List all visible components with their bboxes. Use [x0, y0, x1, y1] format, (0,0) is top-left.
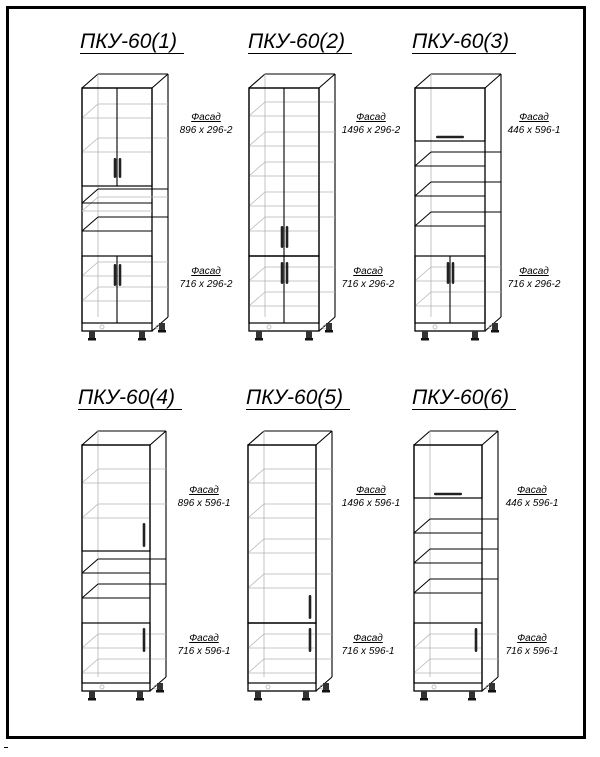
cabinet-1-lower-label [171, 265, 241, 291]
door-handle [119, 264, 122, 286]
facade-size: 1496 x 596-1 [341, 498, 401, 509]
shelf-left [414, 659, 430, 673]
door-handle [475, 628, 478, 652]
facade-size: 716 x 296-2 [179, 279, 233, 290]
door-handle [309, 595, 312, 619]
facade-size: 716 x 296-2 [507, 279, 561, 290]
shelf-left [249, 192, 265, 206]
cabinet-4-upper-label [169, 484, 239, 510]
cabinet-foot-pad [471, 338, 479, 341]
upper-facade [415, 88, 485, 141]
carcass-edge-top-left [248, 431, 264, 445]
shelf-left [82, 262, 98, 276]
cabinet-1-upper-label [171, 111, 241, 137]
shelf-left [248, 504, 264, 518]
cabinet-foot [492, 323, 498, 330]
shelf-left [249, 292, 265, 306]
cabinet-foot-pad [305, 338, 313, 341]
facade-word: Фасад [191, 266, 221, 277]
leg-marker [100, 325, 104, 329]
cabinet-foot [89, 691, 95, 698]
cabinet-foot [472, 331, 478, 338]
facade-word: Фасад [517, 485, 547, 496]
cabinet-foot [157, 683, 163, 690]
shelf-left [248, 574, 264, 588]
leg-marker [433, 325, 437, 329]
cabinet-3-upper-label [499, 111, 569, 137]
carcass-front [414, 445, 482, 691]
cabinet-4-lower-label [169, 632, 239, 658]
cabinet-foot-pad [136, 698, 144, 701]
cabinet-2-title-underline [248, 53, 352, 54]
cabinet-6-upper-label [497, 484, 567, 510]
shelf-left [82, 504, 98, 518]
shelf-left [415, 267, 431, 281]
cabinet-foot-pad [491, 330, 499, 333]
facade-word: Фасад [353, 266, 383, 277]
cabinet-foot [255, 691, 261, 698]
cabinet-6-lower-label [497, 632, 567, 658]
cabinet-foot-pad [158, 330, 166, 333]
cabinet-foot [139, 331, 145, 338]
upper-facade [414, 445, 482, 498]
shelf-left [248, 539, 264, 553]
door-handle [434, 493, 462, 496]
cabinet-foot [256, 331, 262, 338]
shelf-left [248, 659, 264, 673]
cabinet-foot [159, 323, 165, 330]
shelf-left [415, 292, 431, 306]
shelf-left [82, 104, 98, 118]
cabinet-5-upper-label [333, 484, 409, 510]
cabinet-foot [326, 323, 332, 330]
carcass-edge-top-right [152, 74, 168, 88]
door-handle [119, 158, 122, 178]
shelf-left [248, 634, 264, 648]
cabinet-foot-pad [421, 338, 429, 341]
shelf-left [82, 659, 98, 673]
facade-size: 446 x 596-1 [505, 498, 559, 509]
cabinet-foot-pad [302, 698, 310, 701]
cabinet-5-drawing [240, 423, 340, 718]
shelf-left [249, 132, 265, 146]
door-handle [286, 262, 289, 284]
cabinet-5-title-underline [246, 409, 350, 410]
cabinet-2-title: ПКУ-60(2) [248, 30, 346, 53]
shelf-left [249, 102, 265, 116]
cabinet-3-drawing [408, 66, 508, 356]
cabinet-6-title-underline [412, 409, 516, 410]
carcass-edge-top-right [319, 74, 335, 88]
cabinet-foot [489, 683, 495, 690]
cabinet-4-drawing [74, 423, 174, 718]
door-handle [114, 158, 117, 178]
open-shelf-left [82, 189, 98, 203]
carcass-edge-top-left [249, 74, 265, 88]
facade-size: 716 x 296-2 [341, 279, 395, 290]
facade-size: 896 x 596-1 [177, 498, 231, 509]
open-shelf-left [414, 579, 430, 593]
cabinet-foot-pad [322, 690, 330, 693]
cabinet-foot-pad [254, 698, 262, 701]
cabinet-foot-pad [156, 690, 164, 693]
leg-marker [267, 325, 271, 329]
cabinet-2-upper-label [333, 111, 409, 137]
cabinet-foot [469, 691, 475, 698]
carcass-edge-top-left [82, 431, 98, 445]
facade-size: 446 x 596-1 [507, 125, 561, 136]
cabinet-5-lower-label [333, 632, 403, 658]
shelf-left [249, 217, 265, 231]
open-shelf-left [414, 519, 430, 533]
carcass-front [82, 445, 150, 691]
leg-marker [100, 685, 104, 689]
cabinet-foot [422, 331, 428, 338]
door-handle [436, 136, 464, 139]
facade-size: 896 x 296-2 [179, 125, 233, 136]
cabinet-6-title: ПКУ-60(6) [412, 386, 510, 409]
open-shelf-left [415, 212, 431, 226]
lower-facade [414, 623, 482, 683]
open-shelf-left [415, 182, 431, 196]
cabinet-foot-pad [88, 698, 96, 701]
cabinet-foot-pad [138, 338, 146, 341]
cabinet-5-title: ПКУ-60(5) [246, 386, 344, 409]
carcass-front [248, 445, 316, 691]
cabinet-foot [323, 683, 329, 690]
upper-facade [82, 445, 150, 551]
door-handle [114, 264, 117, 286]
door-handle [143, 523, 146, 547]
cabinet-foot-pad [325, 330, 333, 333]
door-handle [447, 262, 450, 284]
cabinet-1-drawing [75, 66, 175, 356]
cabinet-foot-pad [88, 338, 96, 341]
door-handle [281, 226, 284, 248]
facade-word: Фасад [356, 485, 386, 496]
leg-marker [432, 685, 436, 689]
door-handle [143, 628, 146, 652]
facade-size: 1496 x 296-2 [341, 125, 401, 136]
cabinet-3-title: ПКУ-60(3) [412, 30, 510, 53]
carcass-edge-top-left [414, 431, 430, 445]
facade-word: Фасад [356, 112, 386, 123]
cabinet-foot-pad [468, 698, 476, 701]
cabinet-2-drawing [242, 66, 342, 356]
open-shelf-left [82, 584, 98, 598]
carcass-edge-top-left [82, 74, 98, 88]
cabinet-4-title: ПКУ-60(4) [78, 386, 176, 409]
cabinet-foot [421, 691, 427, 698]
cabinet-1-title: ПКУ-60(1) [80, 30, 178, 53]
open-shelf-left [82, 217, 98, 231]
shelf-left [249, 267, 265, 281]
facade-word: Фасад [189, 485, 219, 496]
shelf-left [248, 469, 264, 483]
door-handle [281, 262, 284, 284]
facade-size: 716 x 596-1 [505, 646, 559, 657]
shelf-left [82, 634, 98, 648]
shelf-left [82, 469, 98, 483]
carcass-edge-top-right [150, 431, 166, 445]
lower-facade [82, 623, 150, 683]
cabinet-foot-pad [420, 698, 428, 701]
door-handle [309, 628, 312, 652]
upper-facade [248, 445, 316, 623]
shelf-left [249, 162, 265, 176]
leg-marker [266, 685, 270, 689]
cabinet-3-title-underline [412, 53, 516, 54]
cabinet-2-lower-label [333, 265, 403, 291]
cabinet-6-drawing [406, 423, 506, 718]
cabinet-3-lower-label [499, 265, 569, 291]
cabinet-foot-pad [488, 690, 496, 693]
carcass-edge-top-right [485, 74, 501, 88]
facade-word: Фасад [519, 266, 549, 277]
cabinet-foot [303, 691, 309, 698]
facade-word: Фасад [189, 633, 219, 644]
shelf-left [82, 138, 98, 152]
lower-facade [248, 623, 316, 683]
shelf-left [414, 634, 430, 648]
facade-word: Фасад [353, 633, 383, 644]
cabinet-foot [89, 331, 95, 338]
cabinet-foot-pad [255, 338, 263, 341]
carcass-edge-top-right [316, 431, 332, 445]
facade-word: Фасад [517, 633, 547, 644]
door-handle [452, 262, 455, 284]
corner-mark [4, 747, 8, 748]
cabinet-4-title-underline [78, 409, 182, 410]
shelf-left [82, 197, 98, 211]
facade-word: Фасад [519, 112, 549, 123]
open-shelf-left [82, 559, 98, 573]
facade-word: Фасад [191, 112, 221, 123]
cabinet-foot [137, 691, 143, 698]
carcass-edge-top-left [415, 74, 431, 88]
facade-size: 716 x 596-1 [341, 646, 395, 657]
carcass-edge-top-right [482, 431, 498, 445]
cabinet-1-title-underline [80, 53, 184, 54]
shelf-left [82, 287, 98, 301]
door-handle [286, 226, 289, 248]
open-shelf-left [414, 549, 430, 563]
facade-size: 716 x 596-1 [177, 646, 231, 657]
open-shelf-left [415, 152, 431, 166]
cabinet-foot [306, 331, 312, 338]
